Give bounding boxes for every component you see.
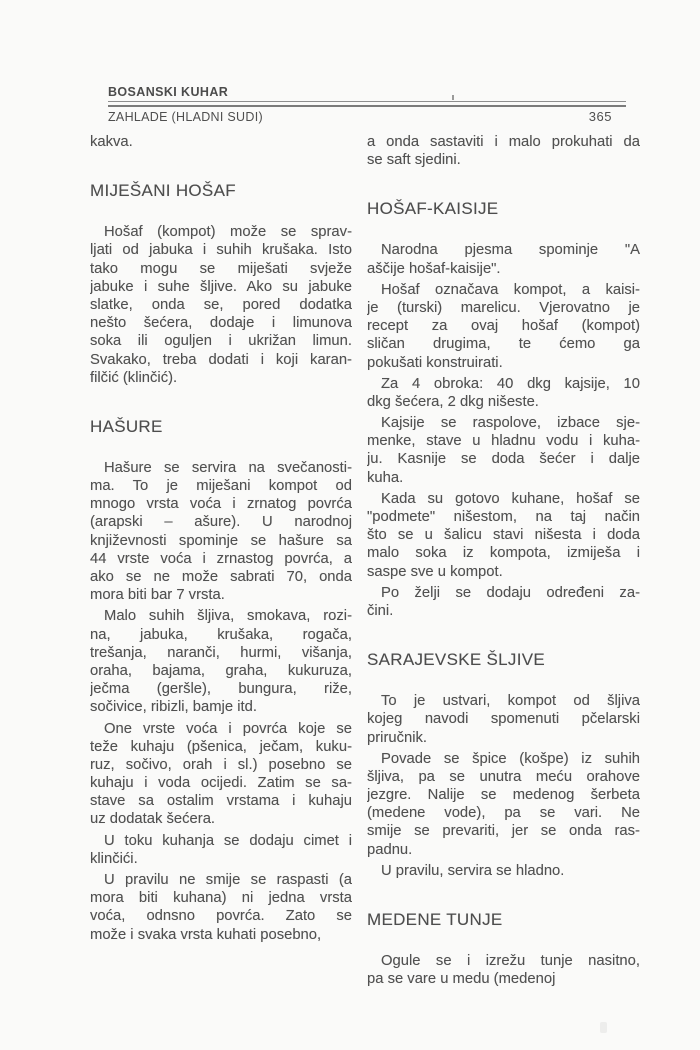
page-header: [108, 86, 626, 125]
text-line: Kajsije se raspolove, izbace sje-: [381, 415, 640, 432]
header-rule-bottom: [108, 105, 626, 107]
text-line: malo soka iz kompota, izmiješa i: [367, 545, 640, 562]
text-line: jezgre. Nalije se medenog šerbeta: [367, 787, 640, 804]
text-line: kojeg navodi spomenuti pčelarski: [367, 711, 640, 728]
text-line: teže kuhaju (pšenica, ječam, kuku-: [90, 738, 352, 755]
text-line: smije se prevariti, jer se onda ras-: [367, 823, 640, 840]
text-line: može i svaka vrsta kuhati posebno,: [90, 926, 322, 943]
text-line: a onda sastaviti i malo prokuhati da: [367, 134, 640, 150]
text-line: saspe sve u kompot.: [367, 563, 503, 580]
text-line: šljiva, pa se unutra meću orahove: [367, 768, 640, 785]
text-line: književnosti spominje se hašure sa: [90, 532, 352, 549]
text-line: kuha.: [367, 469, 404, 486]
chapter-row: [108, 109, 626, 125]
text-line: Kada su gotovo kuhane, hošaf se: [381, 490, 640, 507]
text-line: ječma (geršle), bungura, riže,: [90, 681, 352, 698]
paragraph: [90, 832, 352, 868]
text-line: pokušati konstruirati.: [367, 354, 503, 371]
text-line: sočivice, ribizli, bamje itd.: [90, 699, 257, 716]
left-column: [90, 133, 352, 944]
text-line: "podmete" nišestom, na taj način: [367, 509, 640, 525]
text-line: Svakako, treba dodati i koji karan-: [90, 351, 352, 368]
section-heading: MIJEŠANI HOŠAF: [90, 181, 236, 201]
text-line: je (turski) marelicu. Vjerovatno je: [367, 299, 640, 316]
right-column: [367, 133, 640, 988]
text-line: stave sa ostalim vrstama i kuhaju: [90, 793, 352, 810]
paragraph: [367, 952, 640, 988]
text-line: U pravilu, servira se hladno.: [381, 862, 565, 879]
text-line: soka ili oguljen i ukrižan limun.: [90, 333, 352, 350]
text-line: dkg šećera, 2 dkg nišeste.: [367, 393, 539, 410]
paragraph: [90, 720, 352, 829]
text-line: recept za ovaj hošaf (kompot): [367, 318, 640, 335]
text-line: Malo suhih šljiva, smokava, rozi-: [104, 608, 352, 625]
text-line: pa se vare u medu (medenoj: [367, 971, 556, 988]
paragraph: [367, 375, 640, 411]
text-line: mora biti kuhana) ni jedna vrsta: [90, 890, 352, 907]
text-line: aščije hošaf-kaisije".: [367, 260, 501, 277]
text-line: Ogule se i izrežu tunje nasitno,: [381, 953, 640, 969]
paragraph: [367, 133, 640, 169]
text-line: sličan drugima, te ćemo ga: [367, 336, 640, 353]
paragraph: [90, 607, 352, 716]
paragraph: [367, 414, 640, 487]
text-line: (arapski – ašure). U narodnoj: [90, 514, 352, 531]
text-line: slatke, onda se, pored dodatka: [90, 296, 352, 313]
scan-smudge: [600, 1022, 607, 1033]
text-line: uz dodatak šećera.: [90, 811, 216, 828]
text-line: mnogo vrsta voća i zrnatog povrća: [90, 496, 352, 513]
text-line: filčić (klinčić).: [90, 369, 178, 386]
text-line: što se u šalicu stavi nišesta i doda: [367, 527, 640, 544]
text-line: Za 4 obroka: 40 dkg kajsije, 10: [381, 375, 640, 392]
paragraph: [90, 133, 352, 151]
paragraph: [367, 584, 640, 620]
text-line: ma. To je miješani kompot od: [90, 478, 352, 495]
text-line: ruz, sočivo, orah i sl.) posebno se: [90, 756, 352, 773]
text-line: padnu.: [367, 841, 413, 858]
section-heading: MEDENE TUNJE: [367, 910, 503, 929]
text-line: Hašure se servira na svečanosti-: [104, 459, 352, 476]
paragraph: [367, 862, 640, 880]
text-line: Po želji se dodaju određeni za-: [381, 584, 640, 601]
paragraph: [367, 281, 640, 372]
chapter-title: ZAHLADE (HLADNI SUDI): [108, 110, 263, 124]
text-line: nešto šećera, dodaje i limunova: [90, 315, 352, 332]
paragraph: [367, 241, 640, 277]
paragraph: [367, 750, 640, 859]
paragraph: [90, 459, 352, 605]
text-line: To je ustvari, kompot od šljiva: [381, 693, 640, 710]
text-line: Hošaf označava kompot, a kaisi-: [381, 281, 640, 298]
text-line: Hošaf (kompot) može se sprav-: [104, 224, 352, 241]
text-line: One vrste voća i povrća koje se: [104, 720, 352, 737]
text-line: čini.: [367, 602, 394, 619]
text-line: U toku kuhanja se dodaju cimet i: [104, 832, 352, 849]
text-line: klinčići.: [90, 850, 138, 867]
text-line: na, jabuka, krušaka, rogača,: [90, 626, 352, 643]
text-line: U pravilu ne smije se raspasti (a: [104, 872, 352, 888]
book-title: BOSANSKI KUHAR: [108, 85, 229, 99]
paragraph: [367, 490, 640, 581]
text-line: (medene vode), pa se vari. Ne: [367, 805, 640, 822]
text-line: voća, odnsno povrća. Zato se: [90, 908, 352, 925]
text-line: priručnik.: [367, 729, 428, 746]
text-line: ljati od jabuka i suhih krušaka. Isto: [90, 242, 352, 259]
text-line: tako mogu se miješati svježe: [90, 260, 352, 277]
page-number: 365: [588, 109, 612, 124]
paragraph: [90, 223, 352, 387]
section-heading: HOŠAF-KAISIJE: [367, 199, 499, 219]
paragraph: [367, 692, 640, 747]
section-heading: SARAJEVSKE ŠLJIVE: [367, 650, 546, 670]
text-line: se saft sjedini.: [367, 152, 461, 169]
text-line: oraha, bajama, graha, kukuruza,: [90, 662, 352, 679]
text-line: 44 vrste voća i zrnastog povrća, a: [90, 550, 352, 567]
text-line: jabuke i suhe šljive. Ako su jabuke: [90, 278, 352, 295]
text-line: trešanja, naranči, hurmi, višanja,: [90, 644, 352, 661]
header-rule-top: [108, 101, 626, 102]
text-line: Narodna pjesma spominje "A: [381, 242, 640, 259]
paragraph: [90, 871, 352, 944]
scan-tick-mark: [452, 95, 454, 100]
text-line: menke, stave u hladnu vodu i kuha-: [367, 433, 640, 450]
text-line: ako se ne može sabrati 70, onda: [90, 569, 352, 585]
text-line: kakva.: [90, 134, 133, 150]
text-line: ju. Kasnije se doda šećer i dalje: [367, 451, 640, 468]
text-line: mora biti bar 7 vrsta.: [90, 587, 225, 604]
section-heading: HAŠURE: [90, 416, 163, 436]
text-line: kuhaju i voda ocijedi. Zatim se sa-: [90, 775, 352, 792]
text-line: Povade se špice (košpe) iz suhih: [381, 750, 640, 767]
